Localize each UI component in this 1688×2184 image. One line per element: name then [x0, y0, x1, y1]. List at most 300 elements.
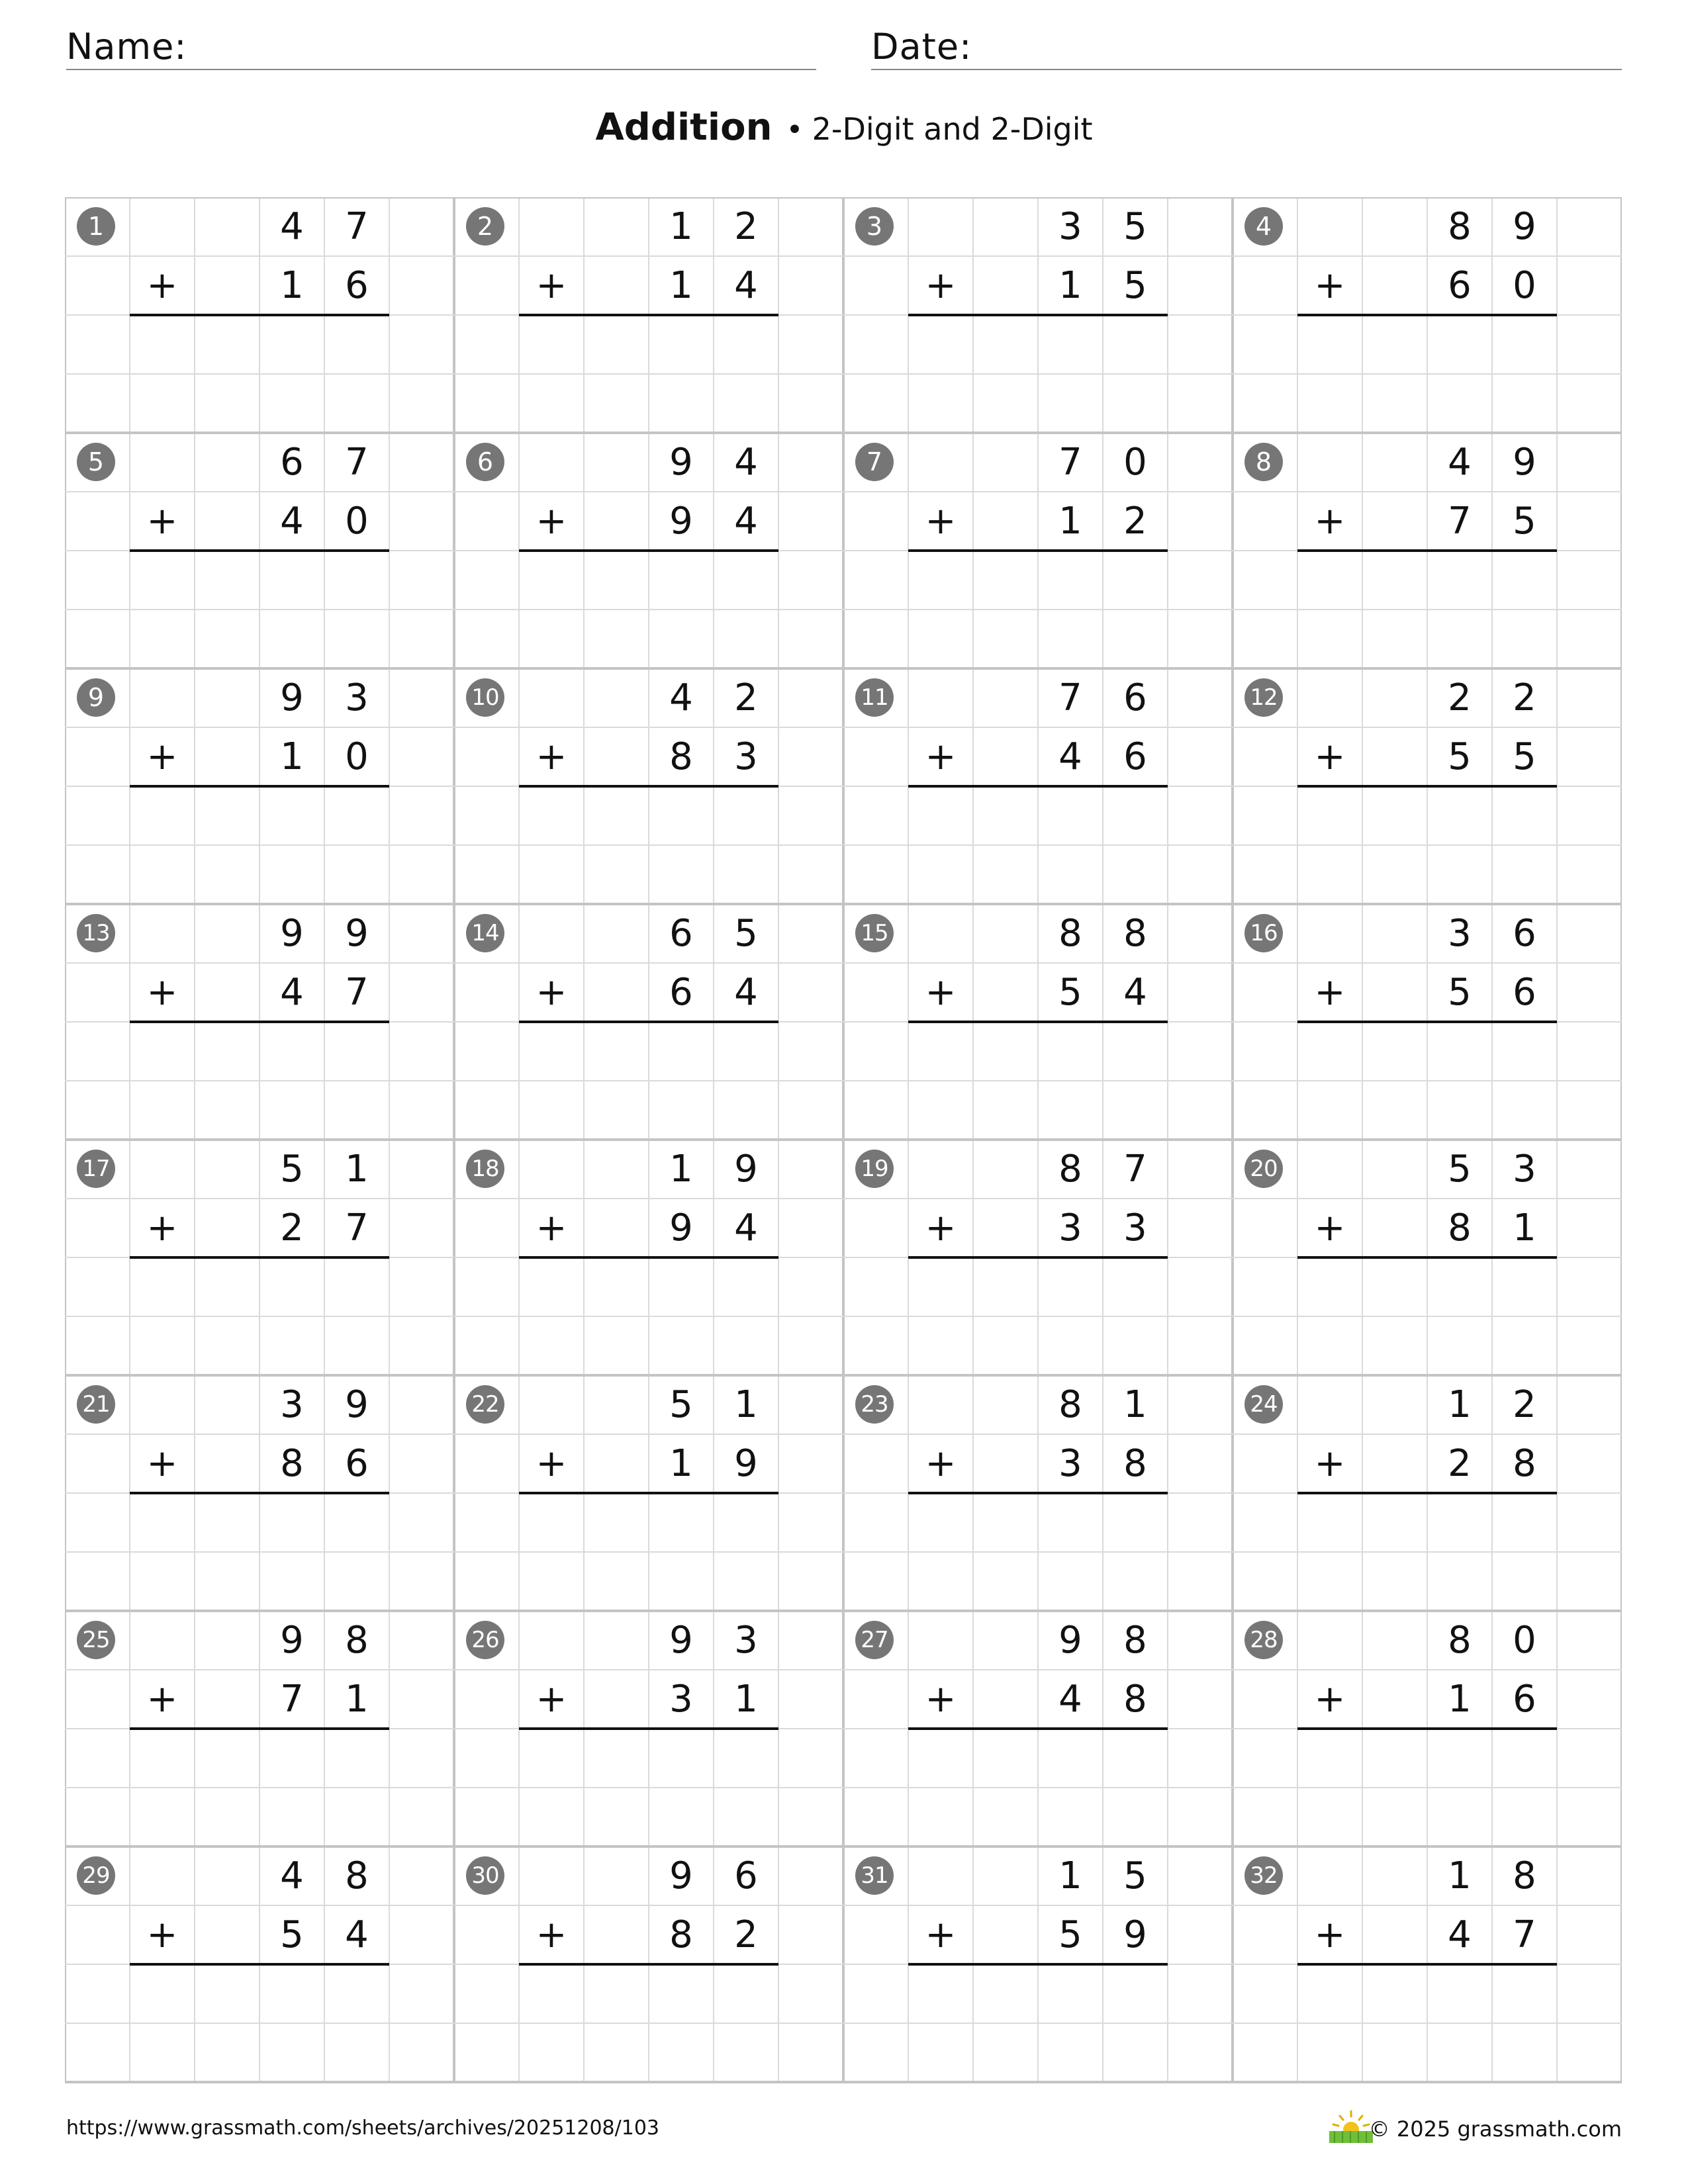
- answer-cell[interactable]: [908, 786, 973, 845]
- problem-3: [843, 197, 1233, 433]
- answer-cell[interactable]: [519, 551, 584, 610]
- problem-5: [65, 433, 454, 668]
- problem-number-badge: 25: [77, 1621, 115, 1659]
- bottom-tens-digit: 1: [669, 1441, 693, 1485]
- answer-cell[interactable]: [259, 1022, 324, 1081]
- answer-cell[interactable]: [649, 1257, 714, 1316]
- problem-17: [65, 1140, 454, 1375]
- answer-cell[interactable]: [1038, 1729, 1103, 1788]
- bottom-tens-digit: 8: [280, 1441, 304, 1485]
- problem-2: [454, 197, 843, 433]
- answer-cell[interactable]: [1297, 1729, 1362, 1788]
- top-ones-digit: 2: [1513, 1383, 1536, 1426]
- top-ones-digit: 7: [345, 205, 369, 248]
- bottom-tens-digit: 4: [1058, 735, 1082, 778]
- top-tens-digit: 9: [669, 440, 693, 484]
- answer-cell[interactable]: [1038, 1022, 1103, 1081]
- answer-cell[interactable]: [1492, 1022, 1557, 1081]
- answer-cell[interactable]: [195, 1493, 259, 1552]
- answer-cell[interactable]: [324, 551, 389, 610]
- answer-cell[interactable]: [130, 1493, 195, 1552]
- answer-cell[interactable]: [1427, 1022, 1492, 1081]
- top-ones-digit: 9: [345, 1383, 369, 1426]
- answer-cell[interactable]: [1103, 1257, 1168, 1316]
- bottom-ones-digit: 6: [1513, 970, 1536, 1014]
- answer-cell[interactable]: [259, 1257, 324, 1316]
- footer-url[interactable]: https://www.grassmath.com/sheets/archives/20251208/103: [66, 2116, 660, 2140]
- bottom-tens-digit: 5: [1058, 970, 1082, 1014]
- answer-cell[interactable]: [519, 1022, 584, 1081]
- bottom-ones-digit: 3: [734, 735, 758, 778]
- sun-over-grass-icon: [1328, 2110, 1374, 2144]
- bottom-ones-digit: 1: [734, 1677, 758, 1721]
- answer-cell[interactable]: [1362, 551, 1427, 610]
- problem-number-badge: 17: [77, 1150, 115, 1188]
- bottom-ones-digit: 4: [734, 263, 758, 307]
- top-ones-digit: 9: [345, 911, 369, 955]
- top-ones-digit: 7: [345, 440, 369, 484]
- top-tens-digit: 9: [280, 911, 304, 955]
- answer-cell[interactable]: [1103, 1964, 1168, 2023]
- answer-cell[interactable]: [195, 551, 259, 610]
- answer-cell[interactable]: [973, 786, 1038, 845]
- answer-cell[interactable]: [1297, 551, 1362, 610]
- bottom-ones-digit: 5: [1123, 263, 1147, 307]
- top-ones-digit: 1: [1123, 1383, 1147, 1426]
- top-ones-digit: 6: [734, 1854, 758, 1897]
- problem-number-badge: 11: [855, 678, 894, 717]
- top-tens-digit: 5: [669, 1383, 693, 1426]
- answer-cell[interactable]: [973, 1964, 1038, 2023]
- bottom-ones-digit: 2: [1123, 499, 1147, 543]
- bottom-ones-digit: 0: [345, 735, 369, 778]
- top-tens-digit: 7: [1058, 676, 1082, 719]
- problem-24: [1233, 1375, 1622, 1611]
- answer-cell[interactable]: [584, 551, 649, 610]
- answer-cell[interactable]: [649, 1964, 714, 2023]
- bottom-tens-digit: 2: [1448, 1441, 1472, 1485]
- problem-number-badge: 12: [1244, 678, 1283, 717]
- bottom-tens-digit: 1: [280, 263, 304, 307]
- bottom-ones-digit: 4: [734, 970, 758, 1014]
- problem-number-badge: 30: [466, 1856, 504, 1895]
- plus-sign: +: [925, 1441, 957, 1485]
- bottom-tens-digit: 3: [1058, 1206, 1082, 1250]
- plus-sign: +: [1314, 970, 1346, 1014]
- answer-cell[interactable]: [1362, 1257, 1427, 1316]
- answer-cell[interactable]: [1362, 1022, 1427, 1081]
- plus-sign: +: [536, 499, 567, 543]
- answer-cell[interactable]: [1427, 1257, 1492, 1316]
- plus-sign: +: [536, 263, 567, 307]
- bottom-ones-digit: 1: [1513, 1206, 1536, 1250]
- top-tens-digit: 4: [669, 676, 693, 719]
- problem-grid: [65, 197, 1622, 2085]
- answer-cell[interactable]: [259, 551, 324, 610]
- problem-number-badge: 5: [77, 443, 115, 481]
- answer-cell[interactable]: [1427, 315, 1492, 374]
- answer-cell[interactable]: [649, 1729, 714, 1788]
- bottom-ones-digit: 4: [1123, 970, 1147, 1014]
- answer-cell[interactable]: [584, 1729, 649, 1788]
- bottom-tens-digit: 1: [1058, 499, 1082, 543]
- answer-cell[interactable]: [1103, 315, 1168, 374]
- plus-sign: +: [925, 263, 957, 307]
- top-tens-digit: 7: [1058, 440, 1082, 484]
- title-separator: •: [786, 113, 804, 147]
- answer-cell[interactable]: [324, 1022, 389, 1081]
- problem-number-badge: 6: [466, 443, 504, 481]
- answer-cell[interactable]: [973, 315, 1038, 374]
- answer-cell[interactable]: [714, 786, 778, 845]
- problem-number-badge: 19: [855, 1150, 894, 1188]
- bottom-tens-digit: 5: [1448, 970, 1472, 1014]
- answer-cell[interactable]: [973, 1022, 1038, 1081]
- bottom-ones-digit: 6: [1513, 1677, 1536, 1721]
- problem-number-badge: 3: [855, 207, 894, 246]
- answer-cell[interactable]: [519, 315, 584, 374]
- top-tens-digit: 9: [280, 1618, 304, 1662]
- top-tens-digit: 8: [1448, 1618, 1472, 1662]
- answer-cell[interactable]: [649, 551, 714, 610]
- answer-cell[interactable]: [1492, 1257, 1557, 1316]
- answer-cell[interactable]: [1362, 786, 1427, 845]
- problem-27: [843, 1611, 1233, 1846]
- answer-cell[interactable]: [908, 315, 973, 374]
- answer-cell[interactable]: [130, 551, 195, 610]
- answer-cell[interactable]: [973, 1257, 1038, 1316]
- answer-cell[interactable]: [519, 1257, 584, 1316]
- answer-cell[interactable]: [908, 1493, 973, 1552]
- answer-cell[interactable]: [973, 551, 1038, 610]
- answer-cell[interactable]: [1362, 1964, 1427, 2023]
- answer-cell[interactable]: [1038, 1257, 1103, 1316]
- answer-cell[interactable]: [649, 315, 714, 374]
- answer-cell[interactable]: [584, 1493, 649, 1552]
- answer-cell[interactable]: [649, 786, 714, 845]
- answer-cell[interactable]: [1038, 1964, 1103, 2023]
- bottom-ones-digit: 4: [734, 499, 758, 543]
- answer-cell[interactable]: [1103, 1493, 1168, 1552]
- plus-sign: +: [925, 970, 957, 1014]
- plus-sign: +: [925, 499, 957, 543]
- bottom-tens-digit: 8: [669, 1913, 693, 1956]
- answer-cell[interactable]: [1038, 786, 1103, 845]
- problem-number-badge: 23: [855, 1385, 894, 1424]
- problem-6: [454, 433, 843, 668]
- title-main: Addition: [595, 106, 773, 149]
- answer-cell[interactable]: [1297, 1493, 1362, 1552]
- problem-number-badge: 27: [855, 1621, 894, 1659]
- date-field[interactable]: [871, 25, 1622, 70]
- answer-cell[interactable]: [1427, 1729, 1492, 1788]
- top-ones-digit: 0: [1513, 1618, 1536, 1662]
- bottom-tens-digit: 8: [1448, 1206, 1472, 1250]
- top-tens-digit: 4: [280, 1854, 304, 1897]
- answer-cell[interactable]: [195, 1022, 259, 1081]
- top-tens-digit: 9: [669, 1854, 693, 1897]
- bottom-tens-digit: 4: [280, 499, 304, 543]
- top-tens-digit: 3: [1448, 911, 1472, 955]
- answer-cell[interactable]: [908, 1022, 973, 1081]
- problem-number-badge: 2: [466, 207, 504, 246]
- date-label: Date:: [871, 26, 972, 68]
- worksheet-title: [0, 106, 1688, 149]
- top-ones-digit: 8: [1513, 1854, 1536, 1897]
- bottom-ones-digit: 8: [1123, 1441, 1147, 1485]
- answer-cell[interactable]: [1103, 1729, 1168, 1788]
- answer-cell[interactable]: [714, 315, 778, 374]
- problem-10: [454, 668, 843, 904]
- answer-cell[interactable]: [519, 786, 584, 845]
- top-ones-digit: 2: [734, 676, 758, 719]
- plus-sign: +: [146, 970, 178, 1014]
- answer-cell[interactable]: [1362, 1729, 1427, 1788]
- answer-cell[interactable]: [584, 315, 649, 374]
- answer-cell[interactable]: [324, 315, 389, 374]
- answer-cell[interactable]: [1297, 1257, 1362, 1316]
- problem-18: [454, 1140, 843, 1375]
- answer-cell[interactable]: [1427, 551, 1492, 610]
- bottom-tens-digit: 2: [280, 1206, 304, 1250]
- answer-cell[interactable]: [130, 1257, 195, 1316]
- answer-cell[interactable]: [324, 786, 389, 845]
- answer-cell[interactable]: [195, 315, 259, 374]
- answer-cell[interactable]: [259, 315, 324, 374]
- top-tens-digit: 5: [280, 1147, 304, 1191]
- answer-cell[interactable]: [1492, 1964, 1557, 2023]
- answer-cell[interactable]: [130, 1729, 195, 1788]
- answer-cell[interactable]: [714, 1257, 778, 1316]
- top-ones-digit: 8: [1123, 911, 1147, 955]
- answer-cell[interactable]: [324, 1729, 389, 1788]
- answer-cell[interactable]: [1103, 1022, 1168, 1081]
- problem-14: [454, 904, 843, 1140]
- problem-22: [454, 1375, 843, 1611]
- bottom-tens-digit: 7: [1448, 499, 1472, 543]
- answer-cell[interactable]: [259, 786, 324, 845]
- top-tens-digit: 8: [1058, 911, 1082, 955]
- answer-cell[interactable]: [1103, 551, 1168, 610]
- bottom-ones-digit: 3: [1123, 1206, 1147, 1250]
- answer-cell[interactable]: [195, 1257, 259, 1316]
- problem-number-badge: 31: [855, 1856, 894, 1895]
- bottom-ones-digit: 6: [345, 1441, 369, 1485]
- answer-cell[interactable]: [324, 1257, 389, 1316]
- answer-cell[interactable]: [1427, 786, 1492, 845]
- bottom-ones-digit: 8: [1513, 1441, 1536, 1485]
- problem-number-badge: 15: [855, 914, 894, 952]
- answer-cell[interactable]: [714, 1022, 778, 1081]
- problem-number-badge: 7: [855, 443, 894, 481]
- answer-cell[interactable]: [714, 1729, 778, 1788]
- problem-19: [843, 1140, 1233, 1375]
- answer-cell[interactable]: [1103, 786, 1168, 845]
- top-tens-digit: 1: [1448, 1854, 1472, 1897]
- answer-cell[interactable]: [130, 1964, 195, 2023]
- plus-sign: +: [1314, 1913, 1346, 1956]
- answer-cell[interactable]: [259, 1493, 324, 1552]
- plus-sign: +: [1314, 1677, 1346, 1721]
- plus-sign: +: [925, 735, 957, 778]
- problem-number-badge: 22: [466, 1385, 504, 1424]
- answer-cell[interactable]: [714, 551, 778, 610]
- problem-number-badge: 21: [77, 1385, 115, 1424]
- bottom-tens-digit: 9: [669, 1206, 693, 1250]
- answer-cell[interactable]: [195, 786, 259, 845]
- name-field[interactable]: [66, 25, 816, 70]
- plus-sign: +: [536, 1913, 567, 1956]
- answer-cell[interactable]: [1362, 315, 1427, 374]
- answer-cell[interactable]: [584, 1257, 649, 1316]
- bottom-tens-digit: 5: [280, 1913, 304, 1956]
- plus-sign: +: [925, 1913, 957, 1956]
- problem-29: [65, 1846, 454, 2082]
- answer-cell[interactable]: [908, 1964, 973, 2023]
- problem-9: [65, 668, 454, 904]
- bottom-ones-digit: 9: [1123, 1913, 1147, 1956]
- bottom-tens-digit: 6: [1448, 263, 1472, 307]
- plus-sign: +: [146, 1677, 178, 1721]
- bottom-ones-digit: 0: [1513, 263, 1536, 307]
- bottom-tens-digit: 7: [280, 1677, 304, 1721]
- answer-cell[interactable]: [584, 1022, 649, 1081]
- bottom-ones-digit: 6: [345, 263, 369, 307]
- top-tens-digit: 1: [1058, 1854, 1082, 1897]
- problem-15: [843, 904, 1233, 1140]
- answer-cell[interactable]: [324, 1493, 389, 1552]
- top-tens-digit: 5: [1448, 1147, 1472, 1191]
- plus-sign: +: [536, 970, 567, 1014]
- problem-13: [65, 904, 454, 1140]
- problem-number-badge: 24: [1244, 1385, 1283, 1424]
- bottom-tens-digit: 8: [669, 735, 693, 778]
- problem-20: [1233, 1140, 1622, 1375]
- answer-cell[interactable]: [1492, 786, 1557, 845]
- answer-cell[interactable]: [324, 1964, 389, 2023]
- problem-31: [843, 1846, 1233, 2082]
- plus-sign: +: [1314, 263, 1346, 307]
- answer-cell[interactable]: [1492, 551, 1557, 610]
- answer-cell[interactable]: [1297, 1964, 1362, 2023]
- top-ones-digit: 3: [345, 676, 369, 719]
- top-tens-digit: 9: [1058, 1618, 1082, 1662]
- top-ones-digit: 2: [1513, 676, 1536, 719]
- problem-8: [1233, 433, 1622, 668]
- bottom-ones-digit: 0: [345, 499, 369, 543]
- plus-sign: +: [146, 1913, 178, 1956]
- top-tens-digit: 9: [280, 676, 304, 719]
- top-ones-digit: 5: [734, 911, 758, 955]
- answer-cell[interactable]: [908, 1257, 973, 1316]
- top-tens-digit: 1: [669, 205, 693, 248]
- problem-number-badge: 18: [466, 1150, 504, 1188]
- top-tens-digit: 8: [1448, 205, 1472, 248]
- top-ones-digit: 7: [1123, 1147, 1147, 1191]
- answer-cell[interactable]: [1492, 315, 1557, 374]
- problem-number-badge: 4: [1244, 207, 1283, 246]
- bottom-tens-digit: 9: [669, 499, 693, 543]
- top-ones-digit: 9: [1513, 440, 1536, 484]
- answer-cell[interactable]: [130, 315, 195, 374]
- answer-cell[interactable]: [519, 1964, 584, 2023]
- answer-cell[interactable]: [908, 551, 973, 610]
- problem-12: [1233, 668, 1622, 904]
- plus-sign: +: [146, 499, 178, 543]
- answer-cell[interactable]: [714, 1493, 778, 1552]
- problem-number-badge: 16: [1244, 914, 1283, 952]
- bottom-ones-digit: 5: [1513, 499, 1536, 543]
- answer-cell[interactable]: [519, 1729, 584, 1788]
- answer-cell[interactable]: [584, 786, 649, 845]
- bottom-ones-digit: 5: [1513, 735, 1536, 778]
- answer-cell[interactable]: [714, 1964, 778, 2023]
- answer-cell[interactable]: [1038, 1493, 1103, 1552]
- answer-cell[interactable]: [130, 786, 195, 845]
- top-ones-digit: 0: [1123, 440, 1147, 484]
- answer-cell[interactable]: [130, 1022, 195, 1081]
- top-ones-digit: 2: [734, 205, 758, 248]
- bottom-ones-digit: 6: [1123, 735, 1147, 778]
- answer-cell[interactable]: [584, 1964, 649, 2023]
- answer-cell[interactable]: [649, 1022, 714, 1081]
- bottom-ones-digit: 1: [345, 1677, 369, 1721]
- answer-cell[interactable]: [1492, 1729, 1557, 1788]
- bottom-ones-digit: 4: [345, 1913, 369, 1956]
- name-label: Name:: [66, 26, 187, 68]
- answer-cell[interactable]: [259, 1729, 324, 1788]
- problem-number-badge: 13: [77, 914, 115, 952]
- answer-cell[interactable]: [649, 1493, 714, 1552]
- top-ones-digit: 1: [734, 1383, 758, 1426]
- top-ones-digit: 9: [734, 1147, 758, 1191]
- top-ones-digit: 5: [1123, 205, 1147, 248]
- plus-sign: +: [536, 1441, 567, 1485]
- answer-cell[interactable]: [195, 1729, 259, 1788]
- answer-cell[interactable]: [519, 1493, 584, 1552]
- answer-cell[interactable]: [195, 1964, 259, 2023]
- plus-sign: +: [146, 1206, 178, 1250]
- bottom-ones-digit: 2: [734, 1913, 758, 1956]
- plus-sign: +: [146, 1441, 178, 1485]
- top-tens-digit: 4: [1448, 440, 1472, 484]
- answer-cell[interactable]: [1427, 1964, 1492, 2023]
- top-tens-digit: 2: [1448, 676, 1472, 719]
- bottom-tens-digit: 4: [1448, 1913, 1472, 1956]
- answer-cell[interactable]: [1038, 315, 1103, 374]
- plus-sign: +: [536, 1206, 567, 1250]
- answer-cell[interactable]: [1427, 1493, 1492, 1552]
- top-ones-digit: 1: [345, 1147, 369, 1191]
- answer-cell[interactable]: [1492, 1493, 1557, 1552]
- answer-cell[interactable]: [1362, 1493, 1427, 1552]
- answer-cell[interactable]: [259, 1964, 324, 2023]
- answer-cell[interactable]: [1297, 786, 1362, 845]
- answer-cell[interactable]: [1297, 1022, 1362, 1081]
- answer-cell[interactable]: [1297, 315, 1362, 374]
- bottom-ones-digit: 7: [345, 970, 369, 1014]
- answer-cell[interactable]: [973, 1729, 1038, 1788]
- answer-cell[interactable]: [1038, 551, 1103, 610]
- bottom-tens-digit: 1: [280, 735, 304, 778]
- bottom-tens-digit: 5: [1448, 735, 1472, 778]
- bottom-ones-digit: 4: [734, 1206, 758, 1250]
- top-ones-digit: 8: [345, 1854, 369, 1897]
- problem-number-badge: 14: [466, 914, 504, 952]
- answer-cell[interactable]: [973, 1493, 1038, 1552]
- answer-cell[interactable]: [908, 1729, 973, 1788]
- top-tens-digit: 6: [669, 911, 693, 955]
